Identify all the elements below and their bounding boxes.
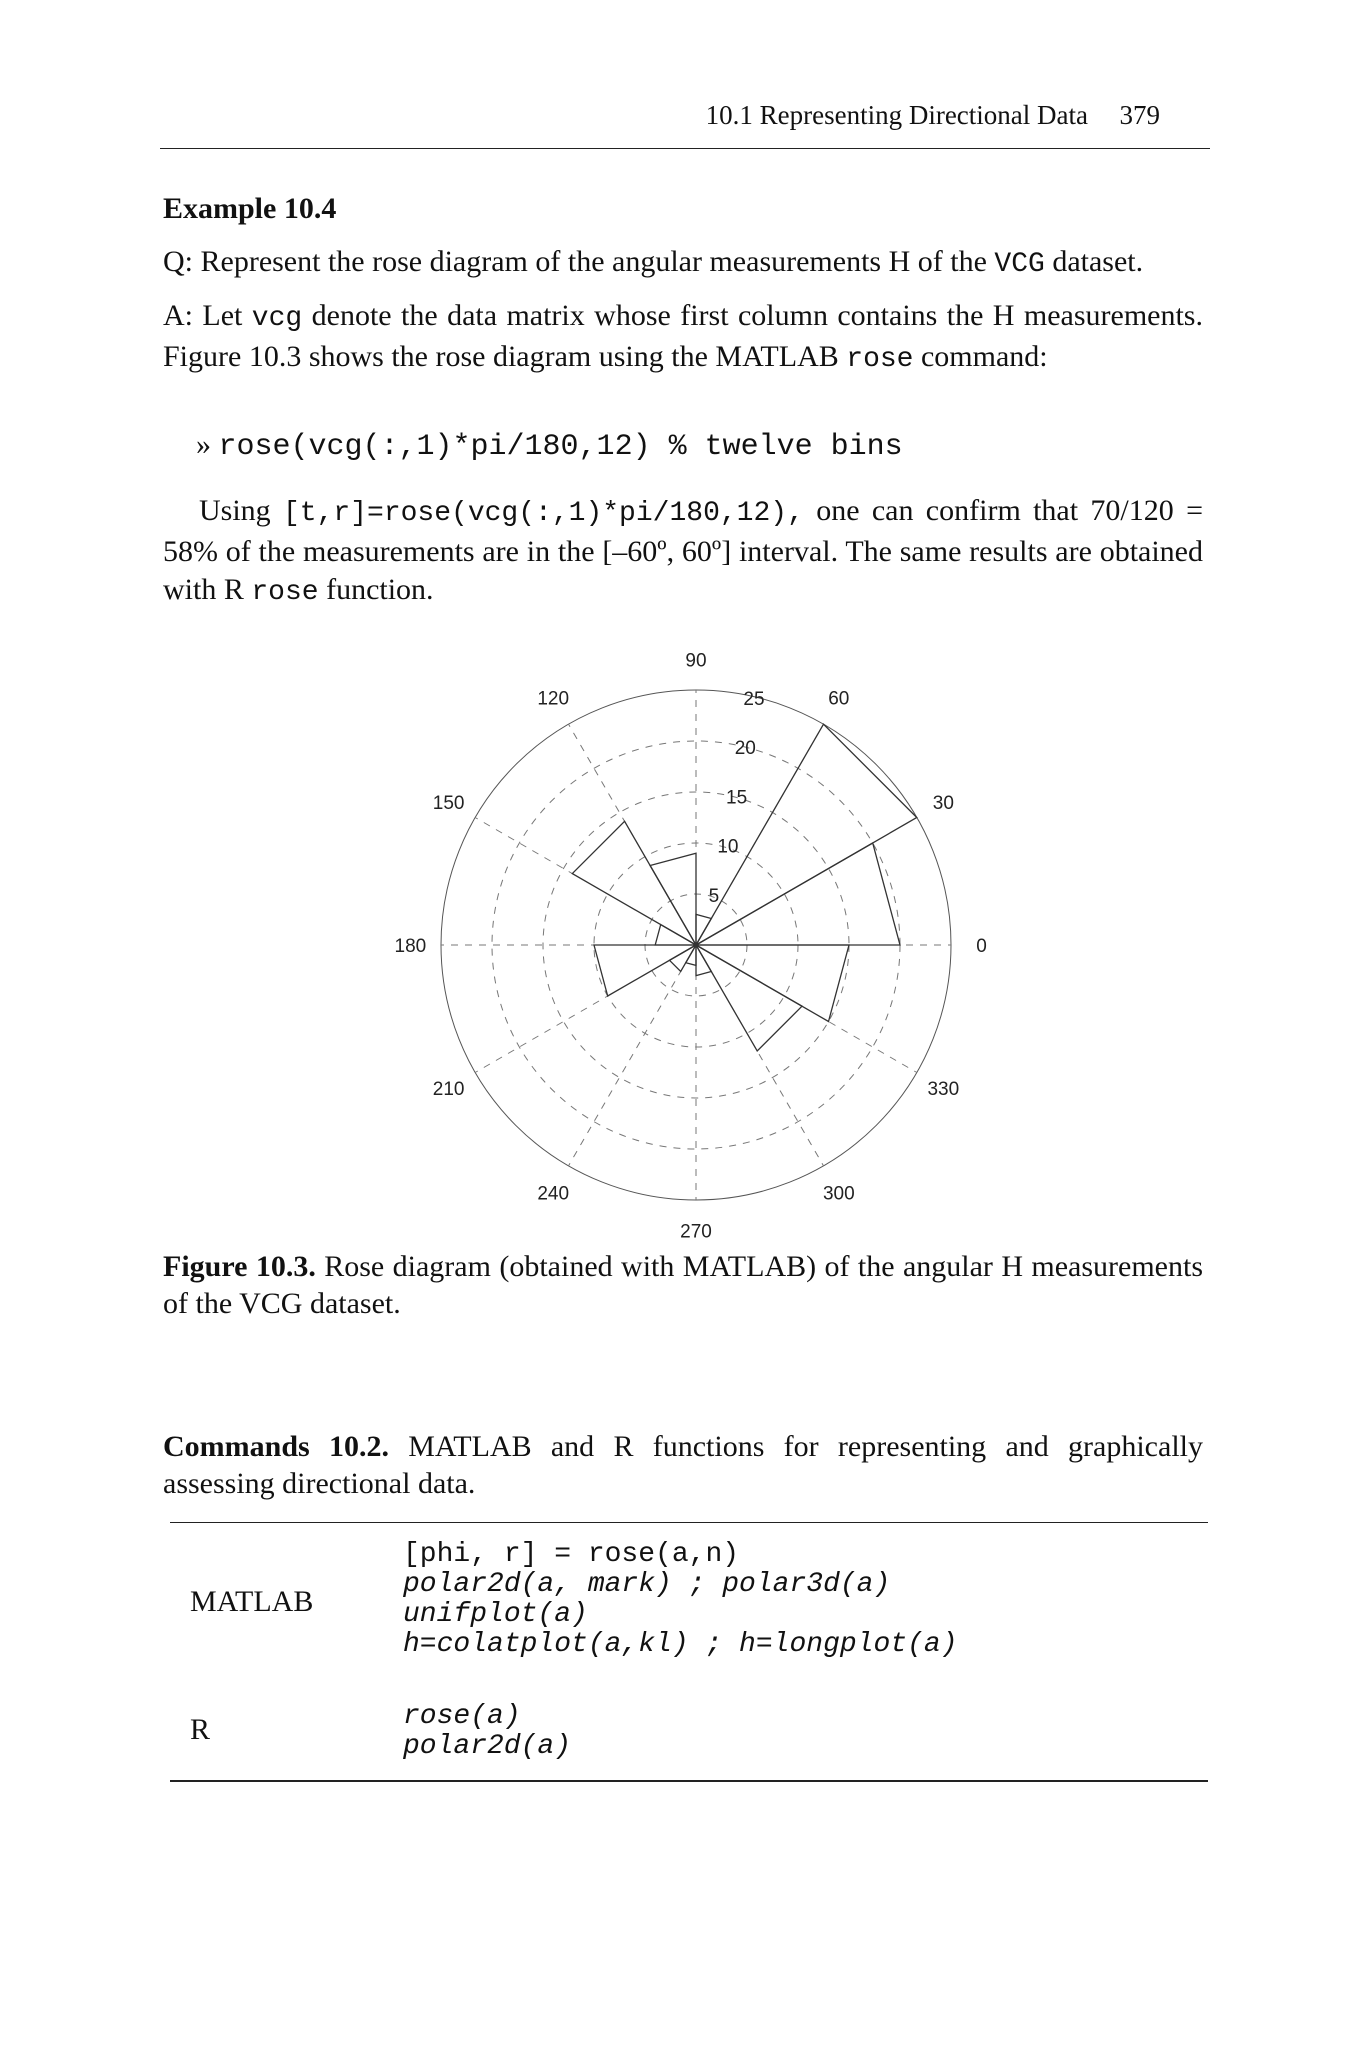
answer-code-1: vcg	[251, 303, 303, 334]
using-code-1: [t,r]=rose(vcg(:,1)*pi/180,12),	[283, 498, 804, 529]
using-text-3: function.	[318, 573, 434, 606]
code-line: unifplot(a)	[403, 1599, 588, 1630]
figure-caption-text: Rose diagram (obtained with MATLAB) of the angular H measurements of the VCG dataset.	[163, 1250, 1203, 1320]
answer-text-1: A: Let	[163, 299, 252, 332]
answer-code-2: rose	[846, 344, 914, 375]
code-line: [phi, r] = rose(a,n)	[403, 1539, 740, 1570]
rose-petal	[572, 821, 696, 945]
code-line: polar2d(a)	[403, 1731, 572, 1762]
commands-caption	[163, 1428, 1203, 1502]
angle-tick-label: 150	[432, 793, 465, 815]
using-text-1: Using	[199, 494, 283, 527]
radial-tick-label: 20	[734, 738, 756, 760]
angle-tick-label: 300	[822, 1183, 855, 1205]
question-code: VCG	[994, 249, 1045, 280]
commands-caption-label: Commands 10.2.	[163, 1430, 389, 1463]
radial-tick-label: 25	[743, 688, 765, 710]
rose-diagram	[380, 640, 1020, 1240]
header-rule	[160, 148, 1210, 149]
question-suffix: dataset.	[1044, 245, 1144, 278]
command-code: rose(vcg(:,1)*pi/180,12) % twelve bins	[218, 430, 903, 464]
answer-text-2: denote the data matrix whose first column contains the H measurements. Figure 10.3 shows the rose diagram using the MATLAB	[163, 299, 1203, 373]
grid-spoke	[569, 945, 697, 1166]
code-line: h=colatplot(a,kl) ; h=longplot(a)	[403, 1629, 958, 1660]
rose-petal	[696, 945, 802, 1051]
commands-caption-text: MATLAB and R functions for representing and graphically assessing directional data.	[163, 1430, 1203, 1500]
angle-tick-label: 0	[976, 936, 987, 957]
table-top-rule	[170, 1522, 1208, 1523]
example-answer	[163, 297, 1203, 379]
rose-petal	[670, 945, 697, 972]
angle-tick-label: 30	[932, 793, 954, 815]
table-code-matlab	[403, 1540, 958, 1660]
angle-tick-label: 240	[537, 1183, 570, 1205]
radial-tick-label: 5	[708, 885, 720, 907]
using-paragraph	[163, 492, 1203, 612]
figure-caption	[163, 1248, 1203, 1322]
angle-tick-label: 60	[828, 688, 850, 710]
running-head-title: 10.1 Representing Directional Data	[705, 100, 1088, 130]
question-text: Q: Represent the rose diagram of the angular measurements H of the	[163, 245, 995, 278]
angle-tick-label: 180	[394, 936, 427, 957]
rose-petal	[696, 843, 900, 945]
table-code-r	[403, 1702, 571, 1762]
angle-tick-label: 120	[537, 688, 570, 710]
rose-petal	[696, 724, 917, 945]
page-number: 379	[1119, 100, 1160, 130]
using-text-2: one can confirm that 70/120 = 58% of the measurements are in the [–60º, 60º] interval. The same results are obtained with R	[163, 494, 1203, 606]
figure-caption-label: Figure 10.3.	[163, 1250, 316, 1283]
radial-tick-label: 15	[726, 787, 748, 809]
angle-tick-label: 210	[432, 1078, 465, 1100]
code-line: polar2d(a, mark) ; polar3d(a)	[403, 1569, 891, 1600]
rose-diagram-figure	[380, 640, 1020, 1240]
angle-tick-label: 330	[927, 1078, 960, 1100]
table-label-r: R	[190, 1713, 211, 1746]
command-line	[196, 428, 903, 464]
example-question	[163, 243, 1203, 284]
command-prompt: »	[196, 428, 211, 461]
angle-tick-label: 270	[680, 1221, 712, 1240]
example-heading: Example 10.4	[163, 192, 337, 225]
running-head	[160, 100, 1210, 136]
using-code-2: rose	[251, 577, 319, 608]
table-label-matlab: MATLAB	[190, 1585, 314, 1618]
table-bottom-rule	[170, 1780, 1208, 1782]
code-line: rose(a)	[403, 1701, 521, 1732]
answer-text-3: command:	[913, 340, 1048, 373]
rose-petal	[696, 945, 849, 1022]
radial-tick-label: 10	[717, 836, 739, 858]
angle-tick-label: 90	[685, 650, 707, 672]
